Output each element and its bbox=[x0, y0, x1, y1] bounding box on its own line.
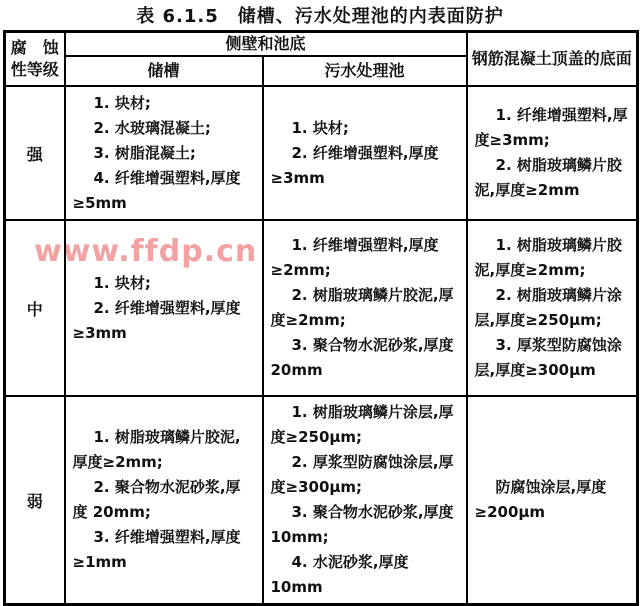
cell-medium-roof-cover bbox=[467, 220, 638, 396]
grade-cell-strong: 强 bbox=[5, 86, 65, 220]
list-item: 1. 块材; bbox=[93, 273, 151, 292]
list-item: 4. 水泥砂浆,厚度 10mm bbox=[270, 553, 409, 596]
list-item: 3. 聚合物水泥砂浆,厚度 10mm; bbox=[270, 503, 454, 546]
table-row-strong bbox=[5, 86, 638, 220]
list-item: 2. 聚合物水泥砂浆,厚度 20mm; bbox=[72, 478, 241, 521]
cell-medium-storage-tank bbox=[65, 220, 263, 396]
list-item: 2. 纤维增强塑料,厚度≥3mm bbox=[72, 298, 241, 342]
list-item: 3. 树脂混凝土; bbox=[93, 143, 196, 162]
list-item: 4. 纤维增强塑料,厚度≥5mm bbox=[72, 168, 241, 212]
cell-weak-storage-tank bbox=[65, 396, 263, 605]
list-item: 1. 块材; bbox=[93, 93, 151, 112]
header-roof-cover-bottom: 钢筋混凝土顶盖的底面 bbox=[467, 32, 638, 87]
table-title: 表 6.1.5 储槽、污水处理池的内表面防护 bbox=[136, 6, 504, 27]
list-item: 3. 聚合物水泥砂浆,厚度 20mm bbox=[270, 336, 454, 379]
list-item: 1. 树脂玻璃鳞片涂层,厚度≥250μm; bbox=[270, 403, 454, 446]
list-item: 2. 树脂玻璃鳞片胶泥,厚度≥2mm bbox=[474, 156, 622, 199]
list-item: 3. 纤维增强塑料,厚度≥1mm bbox=[72, 528, 241, 571]
grade-cell-weak: 弱 bbox=[5, 396, 65, 605]
cell-strong-sewage-pool bbox=[263, 86, 467, 220]
cell-medium-sewage-pool bbox=[263, 220, 467, 396]
table-row-weak bbox=[5, 396, 638, 605]
list-item: 防腐蚀涂层,厚度≥200μm bbox=[474, 478, 607, 521]
header-storage-tank: 储槽 bbox=[65, 56, 263, 86]
cell-weak-roof-cover bbox=[467, 396, 638, 605]
header-sewage-pool: 污水处理池 bbox=[263, 56, 467, 86]
list-item: 1. 块材; bbox=[291, 118, 349, 137]
table-row-medium bbox=[5, 220, 638, 396]
header-corrosion-grade-line2: 性等级 bbox=[10, 60, 59, 79]
list-item: 2. 厚浆型防腐蚀涂层,厚度≥300μm; bbox=[270, 453, 454, 496]
header-corrosion-grade-line1: 腐 蚀 bbox=[10, 38, 59, 57]
list-item: 1. 树脂玻璃鳞片胶泥,厚度≥2mm; bbox=[72, 428, 241, 471]
header-corrosion-grade bbox=[5, 32, 65, 87]
cell-strong-storage-tank bbox=[65, 86, 263, 220]
list-item: 2. 水玻璃混凝土; bbox=[93, 118, 211, 137]
list-item: 1. 纤维增强塑料,厚度≥2mm; bbox=[270, 236, 439, 279]
list-item: 1. 纤维增强塑料,厚度≥3mm; bbox=[474, 106, 628, 149]
list-item: 2. 树脂玻璃鳞片涂层,厚度≥250μm; bbox=[474, 286, 622, 329]
header-side-wall-and-bottom: 侧壁和池底 bbox=[65, 32, 467, 57]
list-item: 2. 树脂玻璃鳞片胶泥,厚度≥2mm; bbox=[270, 286, 454, 329]
list-item: 1. 树脂玻璃鳞片胶泥,厚度≥2mm; bbox=[474, 236, 622, 279]
cell-weak-sewage-pool bbox=[263, 396, 467, 605]
list-item: 2. 纤维增强塑料,厚度≥3mm bbox=[270, 143, 439, 187]
grade-cell-medium: 中 bbox=[5, 220, 65, 396]
cell-strong-roof-cover bbox=[467, 86, 638, 220]
watermark: www.ffdp.cn bbox=[34, 234, 258, 269]
protection-table bbox=[3, 30, 639, 606]
list-item: 3. 厚浆型防腐蚀涂层,厚度≥300μm bbox=[474, 336, 622, 379]
